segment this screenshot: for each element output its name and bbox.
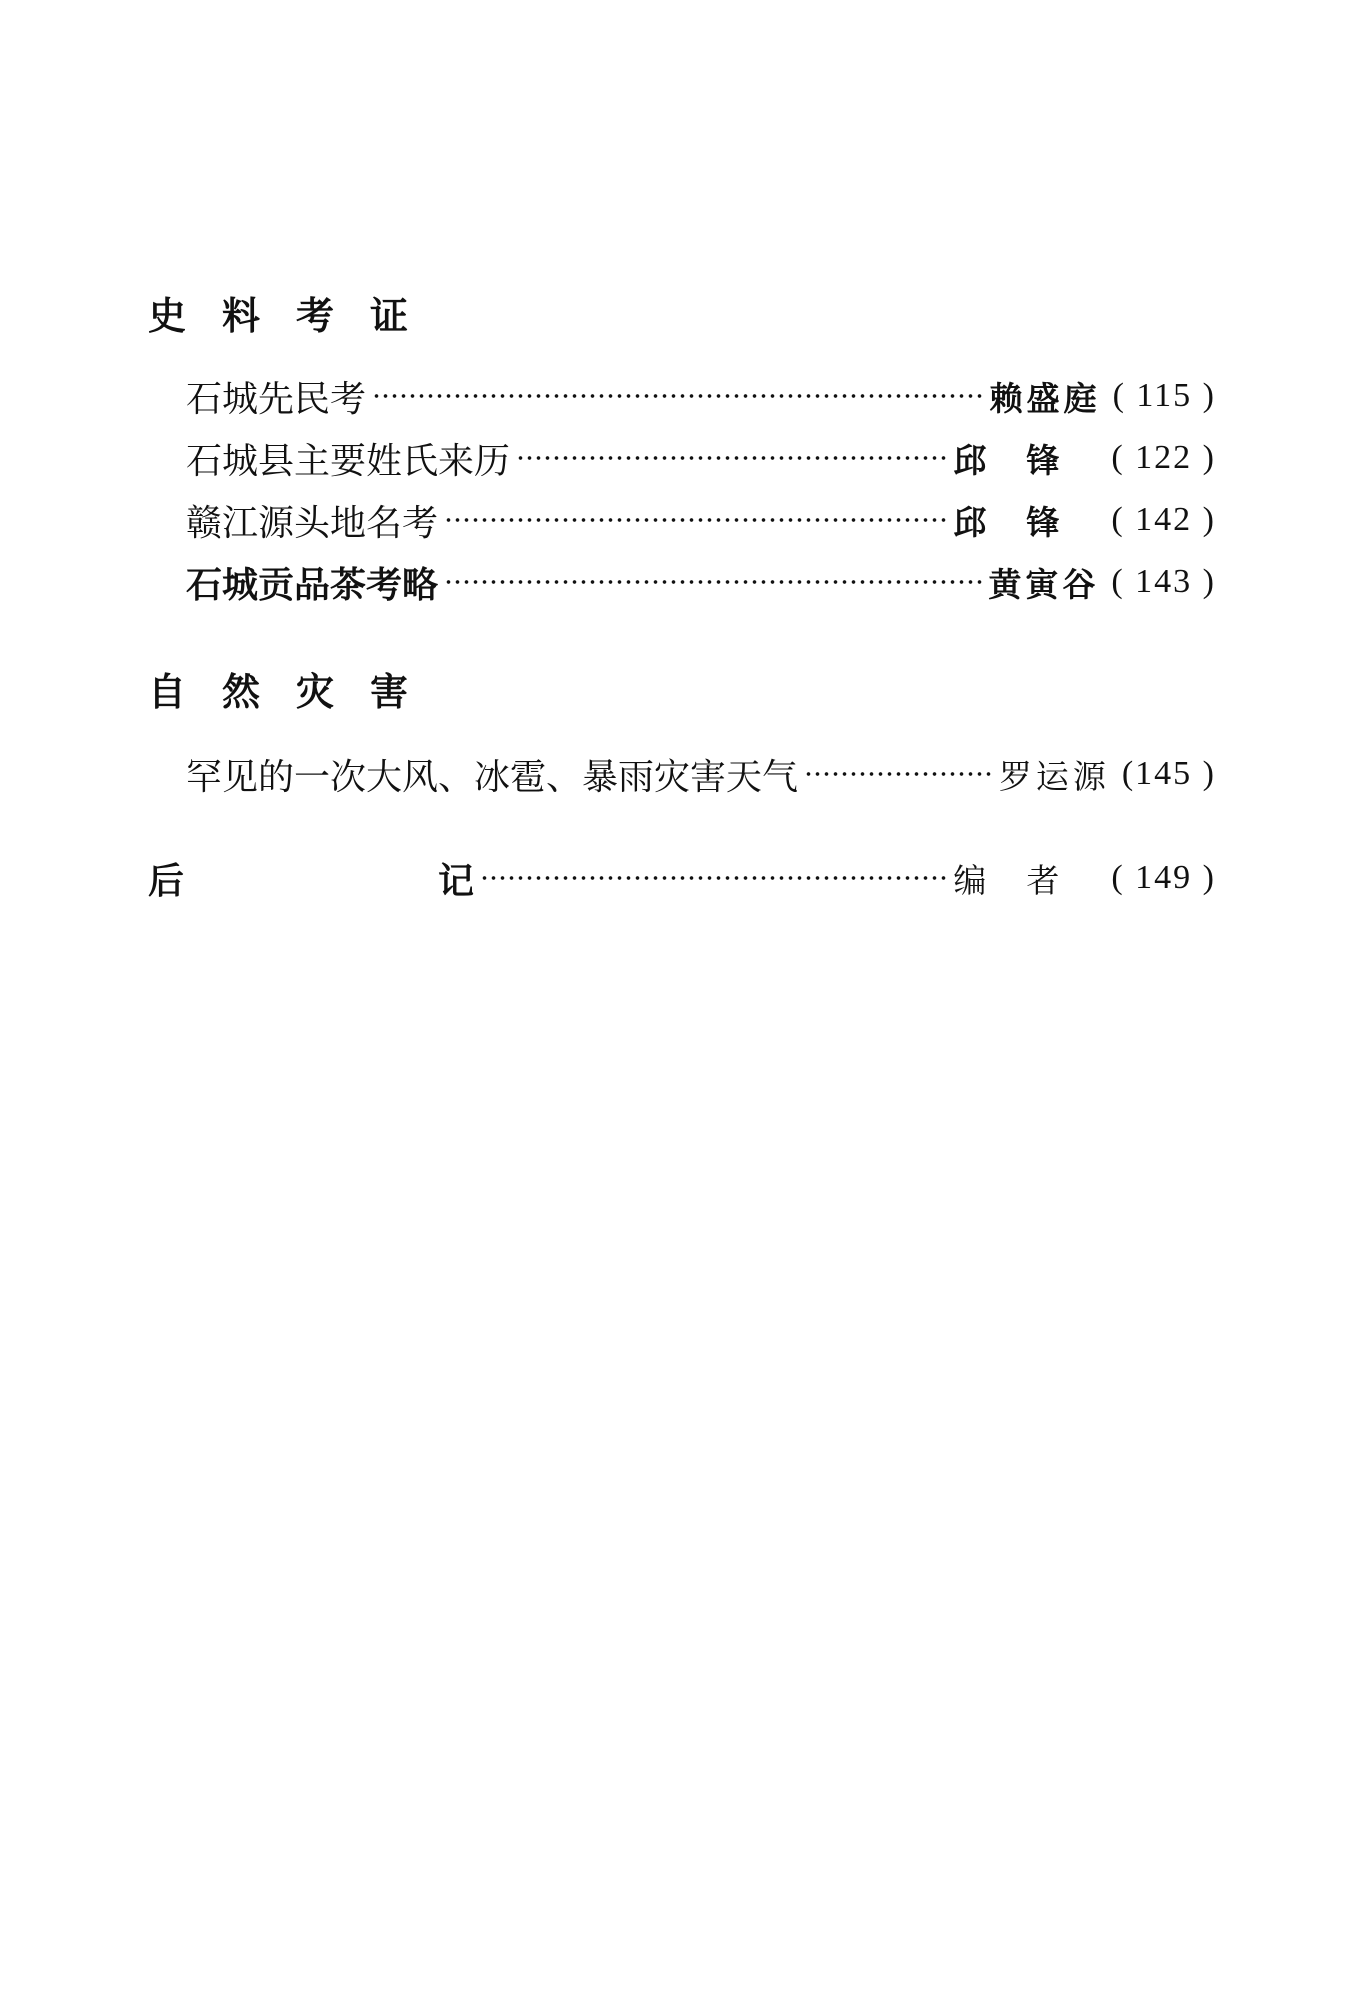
dot-leader (804, 771, 993, 777)
entry-title: 石城贡品茶考略 (186, 563, 439, 606)
entry-title: 赣江源头地名考 (186, 502, 439, 544)
entry-page-number: (145 ) (1121, 755, 1216, 792)
entry-page-number: ( 149 ) (1111, 859, 1216, 896)
entry-page-number: ( 143 ) (1111, 563, 1216, 600)
toc-entry[interactable] (186, 556, 1216, 608)
afterword-heading-first: 后 (148, 860, 185, 902)
entry-title: 石城先民考 (186, 378, 367, 420)
dot-leader (372, 393, 984, 399)
dot-leader (444, 579, 982, 585)
toc-entry[interactable] (186, 432, 1216, 484)
entry-author: 编者 (953, 860, 1100, 900)
entry-page-number: ( 122 ) (1111, 439, 1216, 476)
toc-entry[interactable] (186, 370, 1216, 422)
entry-author: 黄寅谷 (988, 564, 1100, 604)
section-heading-historical-research: 史料考证 (148, 294, 445, 338)
dot-leader (516, 455, 947, 461)
entry-title: 石城县主要姓氏来历 (186, 440, 511, 482)
entry-author: 邱锋 (953, 440, 1100, 480)
dot-leader (480, 875, 947, 881)
toc-entry-afterword[interactable] (148, 852, 1216, 904)
entry-author: 邱锋 (953, 502, 1100, 542)
section-heading-natural-disasters: 自然灾害 (148, 670, 445, 714)
dot-leader (444, 517, 947, 523)
toc-entry[interactable] (186, 748, 1216, 800)
entry-author: 赖盛庭 (989, 378, 1101, 418)
entry-title: 罕见的一次大风、冰雹、暴雨灾害天气 (186, 756, 799, 798)
afterword-heading-second: 记 (438, 860, 475, 902)
toc-entry[interactable] (186, 494, 1216, 546)
entry-page-number: ( 115 ) (1112, 377, 1216, 414)
entry-page-number: ( 142 ) (1111, 501, 1216, 538)
entry-author: 罗运源 (998, 756, 1110, 796)
